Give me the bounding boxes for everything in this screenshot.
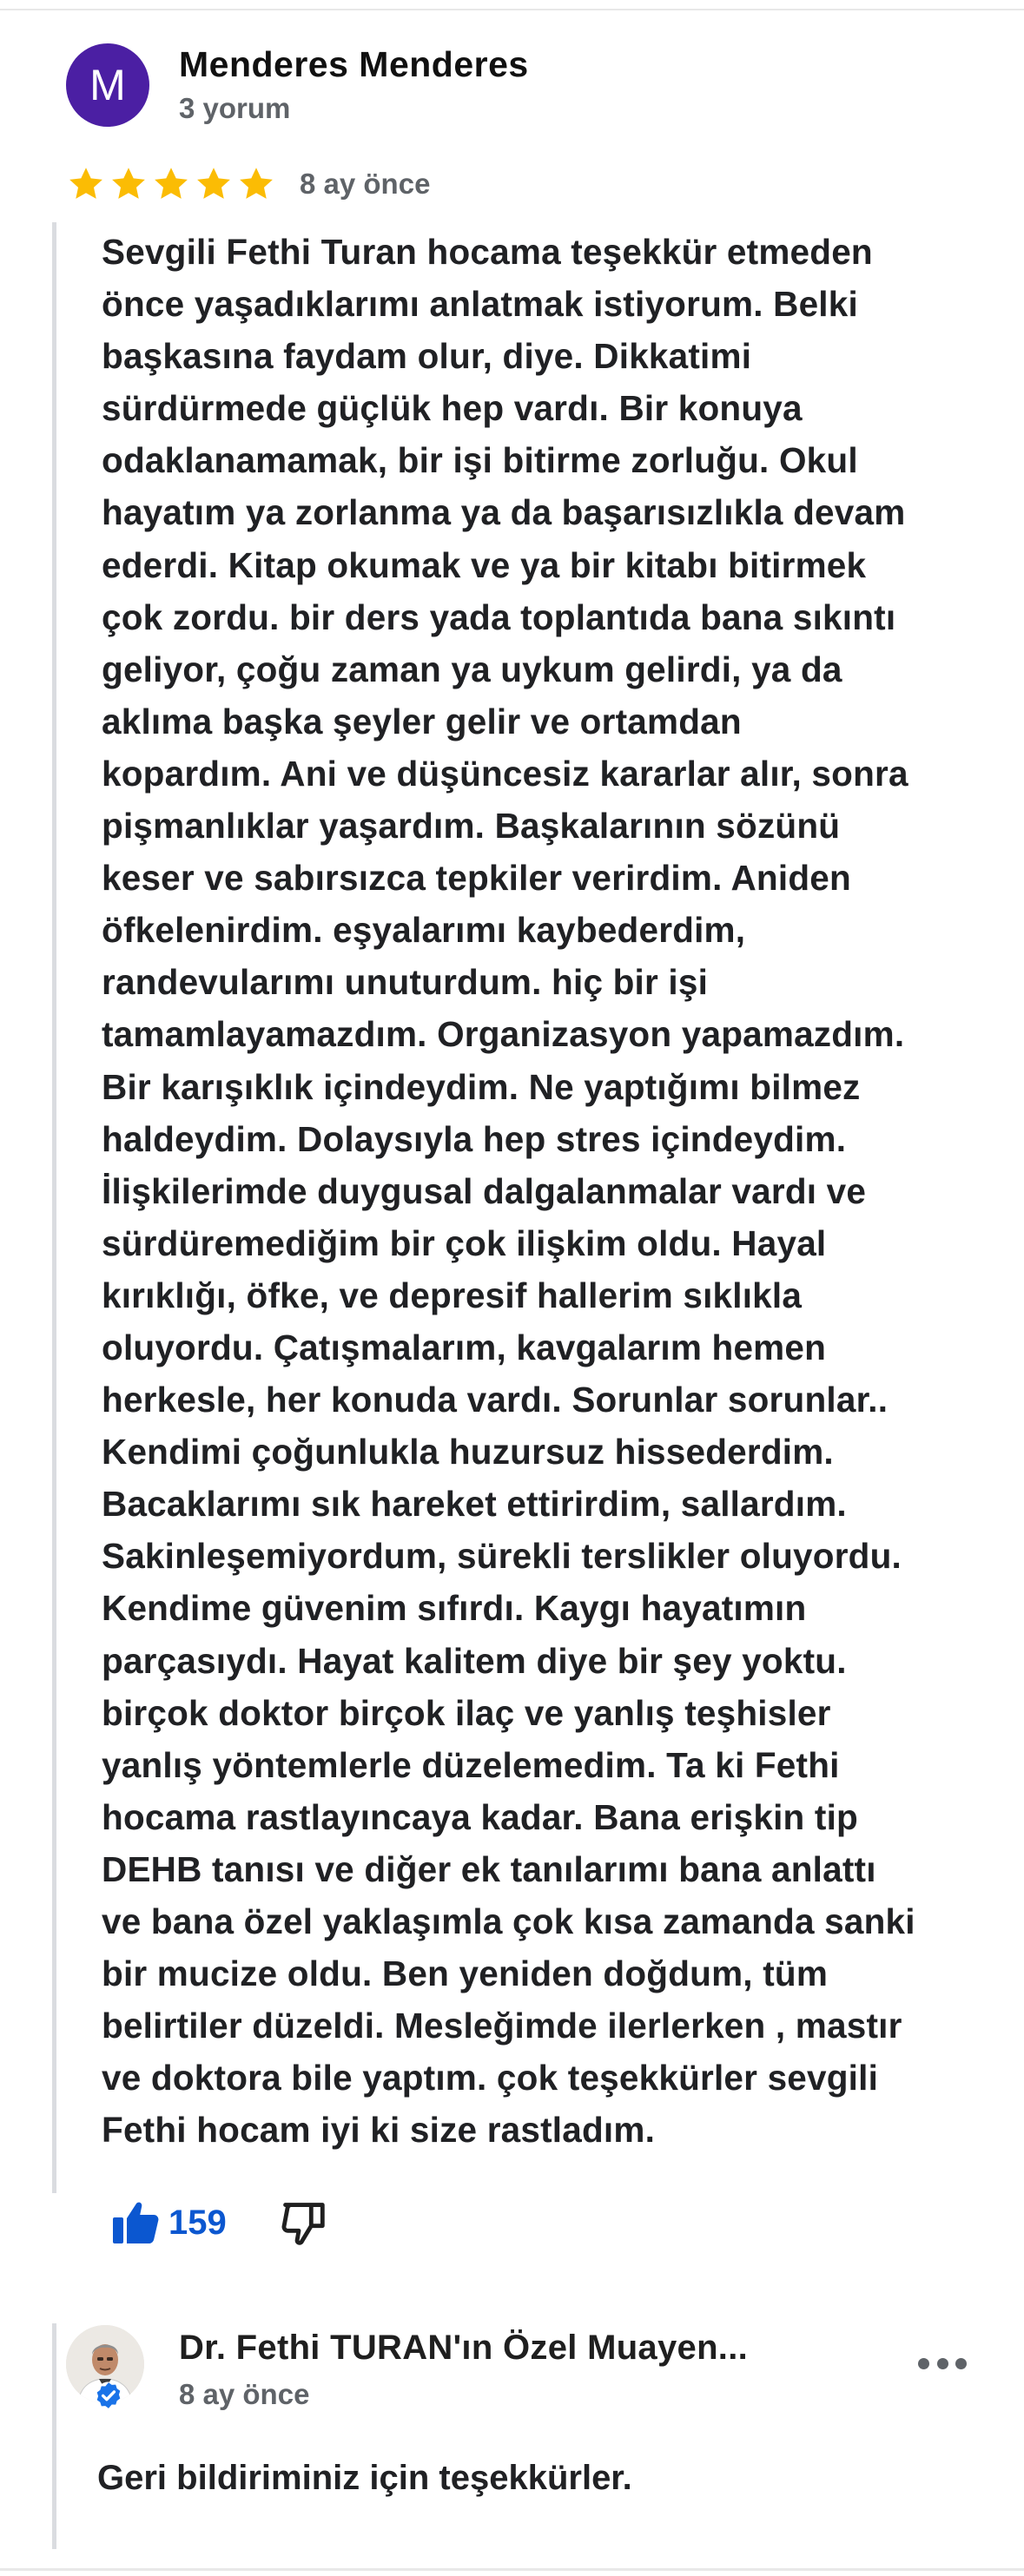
review-line: DEHB tanısı ve diğer ek tanılarımı bana anlattı xyxy=(102,1848,876,1889)
review-line: önce yaşadıklarımı anlatmak istiyorum. Belki xyxy=(102,284,858,325)
star-icon xyxy=(66,165,106,203)
more-horizontal-icon xyxy=(918,2358,929,2369)
rating-row xyxy=(66,165,430,203)
review-line: haldeydim. Dolaysıyla hep stres içindeydim. xyxy=(102,1118,847,1159)
review-line: bir mucize oldu. Ben yeniden doğdum, tüm xyxy=(102,1953,829,1994)
review-line: sürdürmede güçlük hep vardı. Bir konuya xyxy=(102,388,803,429)
review-line: belirtiler düzeldi. Mesleğimde ilerlerken , mastır xyxy=(102,2006,902,2046)
review-line: İlişkilerimde duygusal dalgalanmalar vardı ve xyxy=(102,1170,867,1211)
reviewer-header[interactable] xyxy=(66,43,529,127)
review-line: yanlış yöntemlerle düzelemedim. Ta ki Fethi xyxy=(102,1744,840,1785)
review-line: Kendime güvenim sıfırdı. Kaygı hayatımın xyxy=(102,1588,807,1629)
bottom-divider xyxy=(0,2568,1024,2571)
thumbs-up-icon[interactable] xyxy=(111,2200,160,2245)
review-line: hayatım ya zorlanma ya da başarısızlıkla devam xyxy=(102,492,906,533)
more-options-button[interactable] xyxy=(918,2355,967,2372)
review-line: Kendimi çoğunlukla huzursuz hissederdim. xyxy=(102,1432,834,1472)
star-icon xyxy=(194,165,234,203)
avatar-letter: M xyxy=(89,61,126,109)
review-line: geliyor, çoğu zaman ya uykum gelirdi, ya da xyxy=(102,649,842,689)
review-text xyxy=(102,226,1022,2156)
more-horizontal-icon xyxy=(937,2358,948,2369)
review-line: sürdüremediğim bir çok ilişkim oldu. Hayal xyxy=(102,1222,827,1263)
star-icon xyxy=(236,165,276,203)
review-body-container xyxy=(52,222,977,2193)
review-line: hocama rastlayıncaya kadar. Bana erişkin tip xyxy=(102,1796,858,1837)
review-line: keser ve sabırsızca tepkiler verirdim. Aniden xyxy=(102,858,851,899)
review-line: Sevgili Fethi Turan hocama teşekkür etmeden xyxy=(102,232,873,272)
thumbs-down-icon[interactable] xyxy=(281,2200,326,2245)
review-line: Bir karışıklık içindeydim. Ne yaptığımı bilmez xyxy=(102,1066,861,1107)
top-divider xyxy=(0,9,1024,10)
review-line: birçok doktor birçok ilaç ve yanlış teşhisler xyxy=(102,1692,831,1733)
review-line: kopardım. Ani ve düşüncesiz kararlar alır, sonra xyxy=(102,753,908,794)
owner-info xyxy=(179,2329,748,2411)
owner-reply-text: Geri bildiriminiz için teşekkürler. xyxy=(97,2459,632,2497)
review-line: ve bana özel yaklaşımla çok kısa zamanda sanki xyxy=(102,1901,915,1941)
review-line: aklıma başka şeyler gelir ve ortamdan xyxy=(102,701,742,741)
review-line: oluyordu. Çatışmalarım, kavgalarım hemen xyxy=(102,1327,827,1367)
reviewer-info xyxy=(179,44,529,125)
review-line: çok zordu. bir ders yada toplantıda bana sıkıntı xyxy=(102,596,896,637)
review-line: başkasına faydam olur, diye. Dikkatimi xyxy=(102,336,752,377)
review-time: 8 ay önce xyxy=(300,168,431,200)
review-line: Bacaklarımı sık hareket ettirirdim, sallardım. xyxy=(102,1484,847,1525)
reaction-bar xyxy=(111,2200,326,2245)
owner-reply-header xyxy=(66,2325,748,2411)
verified-badge-icon xyxy=(94,2381,123,2410)
more-horizontal-icon xyxy=(955,2358,967,2369)
review-line: parçasıydı. Hayat kalitem diye bir şey yoktu. xyxy=(102,1640,847,1681)
reviewer-name[interactable]: Menderes Menderes xyxy=(179,43,529,84)
review-line: Fethi hocam iyi ki size rastladım. xyxy=(102,2110,656,2151)
owner-name[interactable]: Dr. Fethi TURAN'ın Özel Muayen... xyxy=(179,2329,749,2367)
owner-reply-time: 8 ay önce xyxy=(179,2378,310,2410)
review-line: kırıklığı, öfke, ve depresif hallerim sıklıkla xyxy=(102,1275,803,1315)
review-line: pişmanlıklar yaşardım. Başkalarının sözünü xyxy=(102,806,841,847)
review-line: tamamlayamazdım. Organizasyon yapamazdım. xyxy=(102,1014,905,1055)
star-icon xyxy=(109,165,149,203)
review-line: randevularımı unuturdum. hiç bir işi xyxy=(102,962,709,1003)
review-line: ve doktora bile yaptım. çok teşekkürler sevgili xyxy=(102,2058,879,2098)
review-line: Sakinleşemiyordum, sürekli terslikler oluyordu. xyxy=(102,1536,902,1577)
star-rating xyxy=(66,165,279,203)
like-count: 159 xyxy=(168,2203,227,2242)
reviewer-avatar[interactable] xyxy=(66,43,149,127)
review-line: öfkelenirdim. eşyalarımı kaybederdim, xyxy=(102,910,746,951)
star-icon xyxy=(151,165,191,203)
review-line: herkesle, her konuda vardı. Sorunlar sorunlar.. xyxy=(102,1380,889,1420)
review-line: odaklanamamak, bir işi bitirme zorluğu. Okul xyxy=(102,440,858,481)
review-line: ederdi. Kitap okumak ve ya bir kitabı bitirmek xyxy=(102,544,867,585)
reviewer-review-count: 3 yorum xyxy=(179,91,291,124)
